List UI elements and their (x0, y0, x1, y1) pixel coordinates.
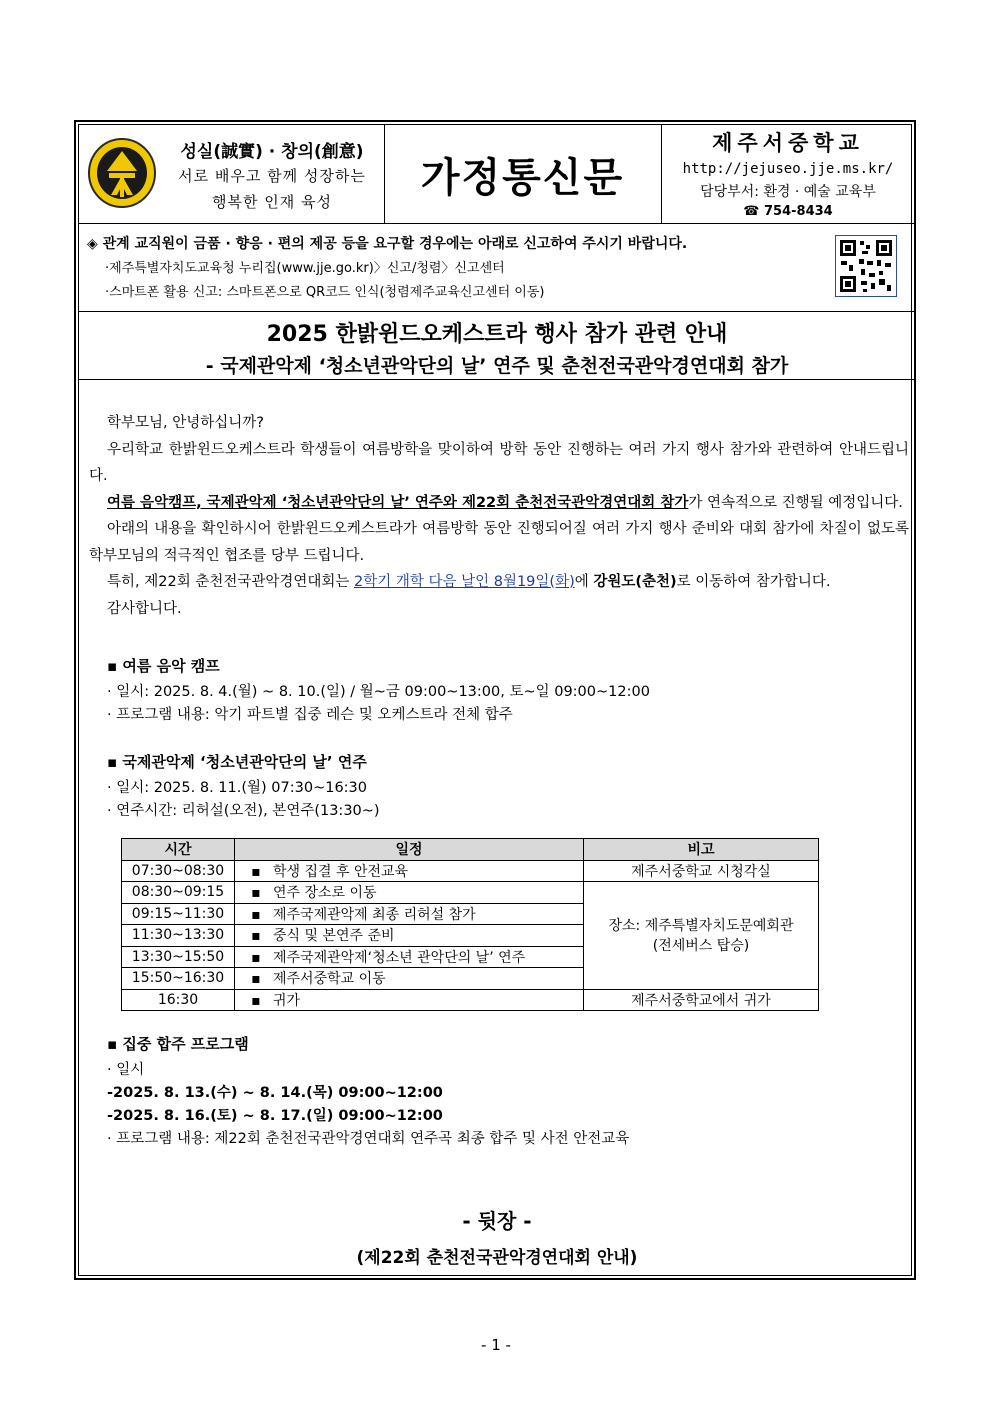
qr-code-icon[interactable] (835, 235, 897, 297)
row-task-text: 연주 장소로 이동 (273, 885, 377, 902)
motto-line-3: 행복한 인재 육성 (212, 193, 332, 211)
letterhead (79, 125, 915, 224)
festival-schedule-table (121, 838, 819, 1011)
notice-title-box (79, 311, 915, 380)
camp-heading: ▪ 여름 음악 캠프 (107, 657, 220, 675)
motto-line-1: 성실(誠實) · 창의(創意) (180, 142, 364, 162)
festival-heading: ▪ 국제관악제 ‘청소년관악단의 날’ 연주 (107, 753, 367, 771)
row-task (235, 925, 584, 947)
events-rest: 가 연속적으로 진행될 예정입니다. (688, 494, 903, 511)
bullet-icon: ▪ (251, 863, 261, 880)
greeting: 학부모님, 안녕하십니까? (107, 415, 264, 431)
row-note-merged (584, 882, 819, 990)
col-task-header: 일정 (235, 839, 584, 861)
row-time: 09:15~11:30 (122, 903, 235, 925)
row-task-text: 제주국제관악제‘청소년 관악단의 날’ 연주 (273, 949, 526, 966)
school-url[interactable]: http://jejuseo.jje.ms.kr/ (682, 161, 894, 177)
bullet-icon: ▪ (251, 906, 261, 923)
table-row (122, 882, 819, 904)
row-task-text: 제주서중학교 이동 (273, 971, 386, 988)
bullet-icon: ▪ (251, 885, 261, 902)
camp-program: · 프로그램 내용: 악기 파트별 집중 레슨 및 오케스트라 전체 합주 (107, 707, 513, 723)
row-task-text: 제주국제관악제 최종 리허설 참가 (273, 906, 476, 923)
col-note-header: 비고 (584, 839, 819, 861)
back-page-note: (제22회 춘천전국관악경연대회 안내) (356, 1248, 638, 1268)
row-task (235, 946, 584, 968)
integrity-notice (79, 223, 915, 312)
notice-line-1: ◈ 관계 교직원이 금품 · 향응 · 편의 제공 등을 요구할 경우에는 아래로 신고하여 주시기 바랍니다. (87, 236, 688, 252)
school-name: 제주서중학교 (712, 131, 864, 155)
phone-number: ☎ 754-8434 (743, 204, 833, 219)
ensemble-section (107, 1033, 629, 1151)
motto-line-2: 서로 배우고 함께 성장하는 (178, 167, 366, 185)
festival-date: · 일시: 2025. 8. 11.(월) 07:30~16:30 (107, 780, 368, 796)
department: 담당부서: 환경 · 예술 교육부 (700, 184, 876, 200)
notice-line-3: ·스마트폰 활용 신고: 스마트폰으로 QR코드 인식(청렴제주교육신고센터 이동) (105, 285, 545, 300)
table-row (122, 989, 819, 1011)
school-info-cell (661, 125, 915, 223)
table-row (122, 860, 819, 882)
school-motto-cell (79, 125, 385, 223)
bullet-icon: ▪ (251, 971, 261, 988)
contest-place: 강원도(춘천) (593, 574, 677, 590)
bullet-icon: ▪ (251, 992, 261, 1009)
paragraph-contest (89, 569, 909, 596)
contest-text-b: 에 (574, 574, 594, 590)
newsletter-title: 가정통신문 (420, 154, 625, 201)
bullet-icon: ▪ (251, 949, 261, 966)
ensemble-date-1: -2025. 8. 13.(수) ~ 8. 14.(목) 09:00~12:00 (107, 1085, 443, 1101)
back-page-label: - 뒷장 - (462, 1209, 532, 1233)
contest-date-link[interactable]: 2학기 개학 다음 날인 8월19일(화) (354, 574, 575, 590)
main-title: 2025 한밝윈드오케스트라 행사 참가 관련 안내 (266, 322, 728, 347)
newsletter-title-cell (384, 125, 662, 223)
row-note: 제주서중학교 시청각실 (584, 860, 819, 882)
festival-section (107, 751, 380, 823)
ensemble-date-2: -2025. 8. 16.(토) ~ 8. 17.(일) 09:00~12:00 (107, 1108, 443, 1124)
row-time: 16:30 (122, 989, 235, 1011)
page-number: - 1 - (481, 1336, 511, 1354)
ensemble-heading: ▪ 집중 합주 프로그램 (107, 1035, 249, 1053)
schedule-header-row (122, 839, 819, 861)
contest-text-c: 로 이동하여 참가합니다. (676, 574, 831, 590)
row-task-text: 학생 집결 후 안전교육 (273, 863, 409, 880)
row-time: 13:30~15:50 (122, 946, 235, 968)
ensemble-program: · 프로그램 내용: 제22회 춘천전국관악경연대회 연주곡 최종 합주 및 사전 안전교육 (107, 1131, 630, 1147)
row-time: 15:50~16:30 (122, 968, 235, 990)
col-time-header: 시간 (122, 839, 235, 861)
row-time: 08:30~09:15 (122, 882, 235, 904)
venue-line: 장소: 제주특별자치도문예회관 (608, 918, 794, 935)
school-logo-icon (87, 137, 157, 209)
document-inner-frame (78, 124, 912, 1276)
festival-time: · 연주시간: 리허설(오전), 본연주(13:30~) (107, 803, 380, 819)
row-task-text: 귀가 (273, 992, 301, 1009)
ensemble-date-label: · 일시 (107, 1062, 145, 1078)
row-task (235, 860, 584, 882)
document-frame (74, 120, 916, 1280)
bullet-icon: ▪ (251, 928, 261, 945)
letter-body (89, 410, 909, 622)
row-note: 제주서중학교에서 귀가 (584, 989, 819, 1011)
bus-line: (전세버스 탑승) (652, 938, 750, 955)
row-time: 07:30~08:30 (122, 860, 235, 882)
sub-title: - 국제관악제 ‘청소년관악단의 날’ 연주 및 춘천전국관악경연대회 참가 (205, 355, 789, 377)
paragraph-events (89, 490, 909, 517)
contest-text-a: 특히, 제22회 춘천전국관악경연대회는 (107, 574, 354, 590)
paragraph-intro: 우리학교 한밝윈드오케스트라 학생들이 여름방학을 맞이하여 방학 동안 진행하는 여러 가지 행사 참가와 관련하여 안내드립니다. (89, 441, 909, 484)
thanks: 감사합니다. (107, 600, 182, 617)
paragraph-request: 아래의 내용을 확인하시어 한밝윈드오케스트라가 여름방학 동안 진행되어질 여러 가지 행사 준비와 대회 참가에 차질이 없도록 학부모님의 적극적인 협조를 당부 드립니다. (89, 521, 909, 564)
row-task-text: 중식 및 본연주 준비 (273, 928, 395, 945)
row-task (235, 903, 584, 925)
row-time: 11:30~13:30 (122, 925, 235, 947)
camp-date: · 일시: 2025. 8. 4.(월) ~ 8. 10.(일) / 월~금 09:00~13:00, 토~일 09:00~12:00 (107, 684, 650, 700)
camp-section (107, 655, 650, 727)
row-task (235, 989, 584, 1011)
events-emphasis: 여름 음악캠프, 국제관악제 ‘청소년관악단의 날’ 연주와 제22회 춘천전국관악경연대회 참가 (107, 494, 689, 511)
row-task (235, 968, 584, 990)
row-task (235, 882, 584, 904)
notice-line-2: ·제주특별자치도교육청 누리집(www.jje.go.kr)〉신고/청렴〉신고센터 (105, 261, 505, 276)
